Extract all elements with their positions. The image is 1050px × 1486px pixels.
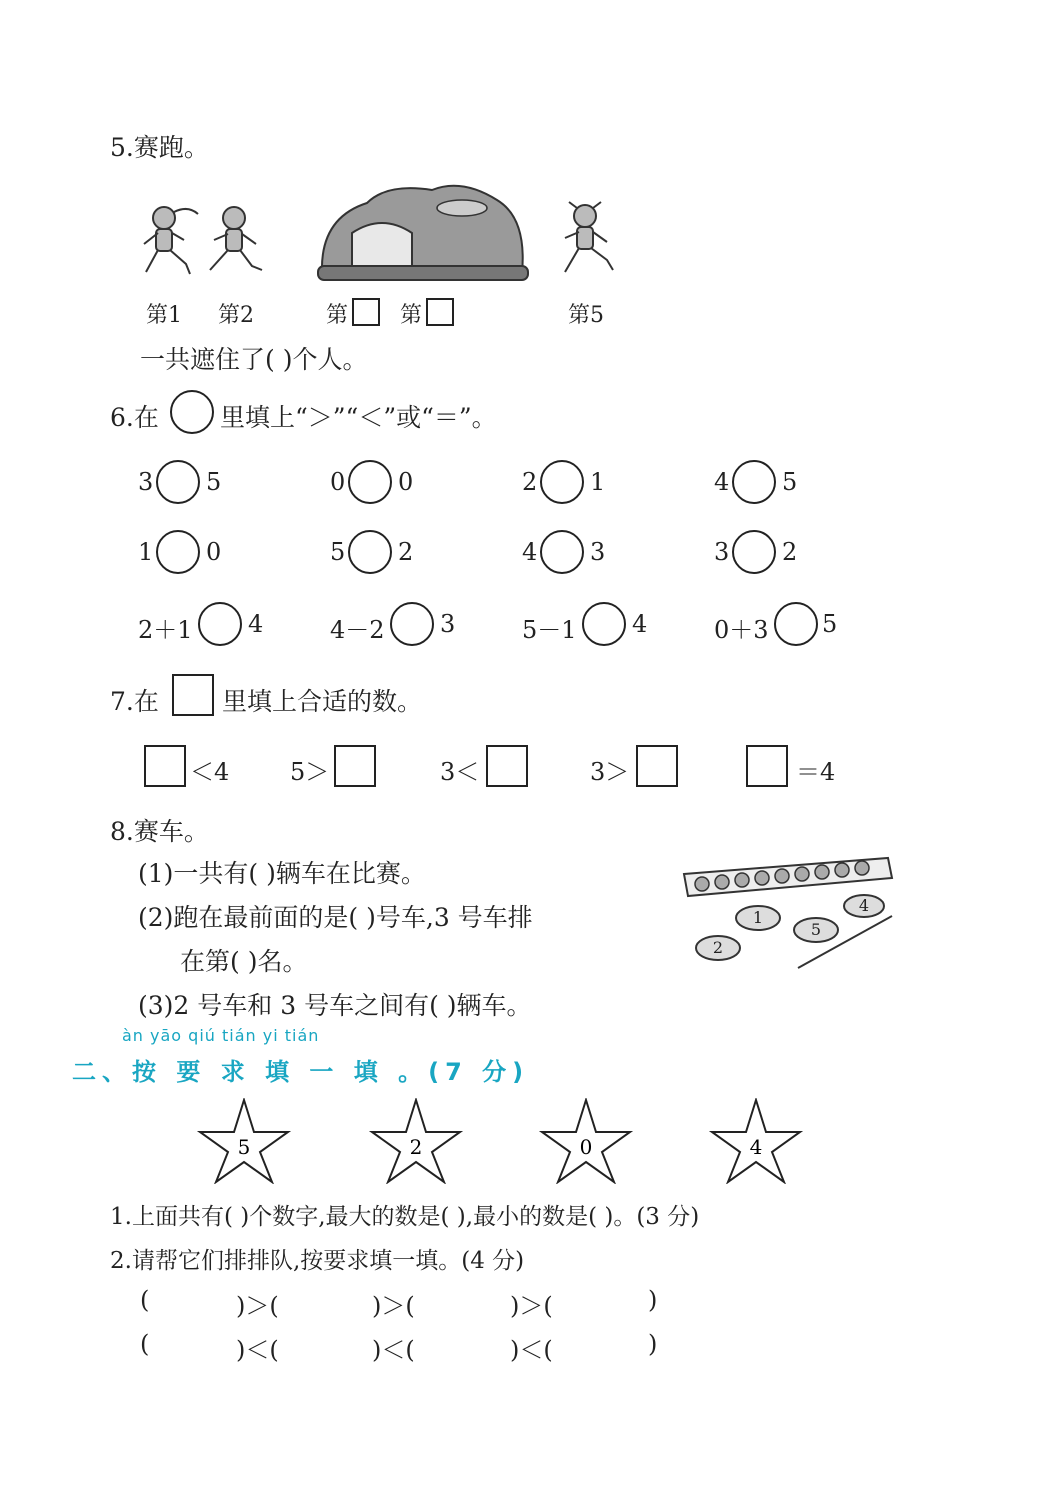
girl-runner-illustration [555,198,625,288]
star-1-number: 5 [237,1135,251,1159]
q7-item1-box[interactable] [144,745,186,787]
q6-r3c1-right: 4 [248,610,264,638]
q6-r2c2-circle[interactable] [348,530,392,574]
q6-r1c3-left: 2 [522,468,538,496]
q6-r3c2-circle[interactable] [390,602,434,646]
q7-item1-right: ＜4 [190,758,230,786]
q6-r1c2-left: 0 [330,468,346,496]
car-number-4: 4 [858,896,870,915]
q6-r3c4-left: 0＋3 [714,616,769,644]
q7-title-box [172,674,214,716]
q6-r2c2-right: 2 [398,538,414,566]
q6-title-circle [170,390,214,434]
q7-title-suffix: 里填上合适的数。 [222,687,423,716]
q6-r3c4-circle[interactable] [774,602,818,646]
runner-label-5: 第5 [568,303,604,328]
car-number-1: 1 [752,908,764,927]
q6-r1c1-right: 5 [206,468,222,496]
q6-r1c1-circle[interactable] [156,460,200,504]
order-lt-p2: )＜( [372,1336,415,1364]
star-3 [538,1098,634,1184]
q6-r1c4-circle[interactable] [732,460,776,504]
q6-r3c3-left: 5－1 [522,616,577,644]
runner-blank-4[interactable] [426,298,454,326]
q7-item4-left: 3＞ [590,758,630,786]
q6-r2c3-circle[interactable] [540,530,584,574]
q8-line3: 在第( )名。 [180,947,308,976]
q8-line2: (2)跑在最前面的是( )号车,3 号车排 [138,903,533,932]
star-1 [196,1098,292,1184]
runner-blank-3[interactable] [352,298,380,326]
q6-r2c4-left: 3 [714,538,730,566]
order-gt-p2: )＞( [372,1292,415,1320]
section2-q1: 1.上面共有( )个数字,最大的数是( ),最小的数是( )。(3 分) [110,1204,700,1230]
order-gt-p4: ) [648,1286,658,1314]
section2-q2: 2.请帮它们排排队,按要求填一填。(4 分) [110,1248,525,1274]
q6-r3c3-circle[interactable] [582,602,626,646]
q6-r3c2-left: 4－2 [330,616,385,644]
runner-label-3: 第 [326,303,349,328]
runner-label-4: 第 [400,303,423,328]
star-2 [368,1098,464,1184]
q6-r1c1-left: 3 [138,468,154,496]
race-cars-illustration [678,852,896,972]
q6-r2c3-left: 4 [522,538,538,566]
q6-r1c4-right: 5 [782,468,798,496]
order-lt-p3: )＜( [510,1336,553,1364]
order-gt-p1: )＞( [236,1292,279,1320]
order-lt-p4: ) [648,1330,658,1358]
q6-r2c4-right: 2 [782,538,798,566]
q6-r1c3-right: 1 [590,468,606,496]
runner-label-2: 第2 [218,303,254,328]
star-4 [708,1098,804,1184]
q6-r2c1-circle[interactable] [156,530,200,574]
q6-r3c2-right: 3 [440,610,456,638]
star-4-number: 4 [749,1135,763,1159]
q7-title-prefix: 7.在 [110,687,159,716]
q7-item5-right: ＝4 [796,758,836,786]
q6-r3c1-circle[interactable] [198,602,242,646]
q6-r3c4-right: 5 [822,610,838,638]
q7-item2-box[interactable] [334,745,376,787]
order-gt-p3: )＞( [510,1292,553,1320]
q6-r1c2-right: 0 [398,468,414,496]
q7-item3-left: 3＜ [440,758,480,786]
star-2-number: 2 [409,1135,423,1159]
q6-title-prefix: 6.在 [110,403,159,432]
q6-r3c3-right: 4 [632,610,648,638]
q7-item5-box[interactable] [746,745,788,787]
order-gt-p0: ( [140,1286,150,1314]
q6-r2c1-left: 1 [138,538,154,566]
q7-item2-left: 5＞ [290,758,330,786]
order-lt-p0: ( [140,1330,150,1358]
section2-pinyin: àn yāo qiú tián yi tián [122,1026,320,1045]
q6-r2c2-left: 5 [330,538,346,566]
q8-title: 8.赛车。 [110,817,209,846]
q8-line1: (1)一共有( )辆车在比赛。 [138,859,426,888]
car-number-5: 5 [810,920,822,939]
runner-label-1: 第1 [146,303,182,328]
q5-answer: 一共遮住了( )个人。 [140,345,368,374]
q6-r3c1-left: 2＋1 [138,616,193,644]
q6-r1c4-left: 4 [714,468,730,496]
q6-r2c3-right: 3 [590,538,606,566]
q6-title-suffix: 里填上“＞”“＜”或“＝”。 [220,403,497,432]
order-lt-p1: )＜( [236,1336,279,1364]
runners-illustration [136,200,271,290]
q8-line4: (3)2 号车和 3 号车之间有( )辆车。 [138,991,532,1020]
rock-cave-illustration [312,178,532,288]
q6-r2c1-right: 0 [206,538,222,566]
q6-r1c2-circle[interactable] [348,460,392,504]
car-number-2: 2 [712,938,724,957]
q6-r1c3-circle[interactable] [540,460,584,504]
star-3-number: 0 [579,1135,593,1159]
q6-r2c4-circle[interactable] [732,530,776,574]
q7-item4-box[interactable] [636,745,678,787]
section2-title: 二、按 要 求 填 一 填 。(7 分) [72,1058,530,1086]
q7-item3-box[interactable] [486,745,528,787]
q5-title: 5.赛跑。 [110,133,209,162]
